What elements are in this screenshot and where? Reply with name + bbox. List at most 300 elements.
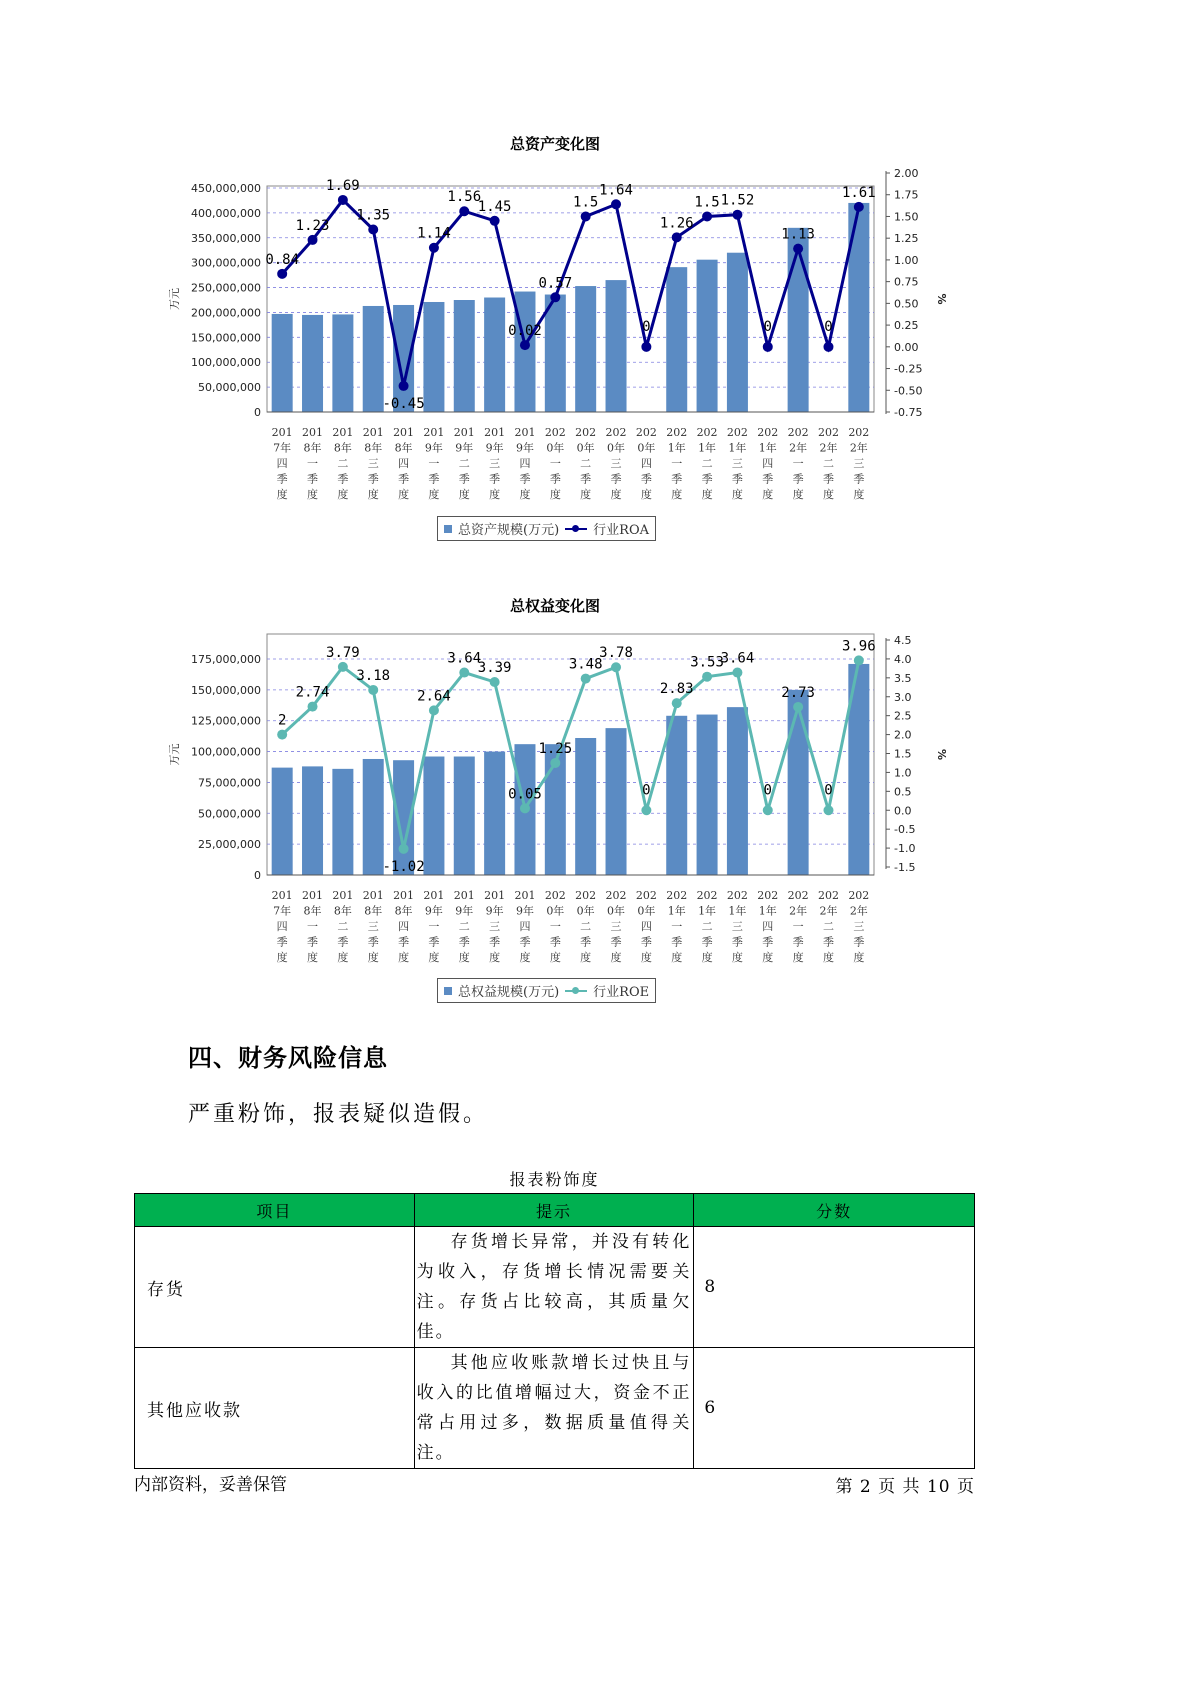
x-tick-label: 度 xyxy=(337,488,349,501)
x-tick-label: 一 xyxy=(671,920,683,933)
bar xyxy=(423,302,444,412)
bar xyxy=(575,286,596,412)
x-tick-label: 季 xyxy=(337,472,349,486)
x-tick-label: 0年 xyxy=(576,441,595,455)
x-tick-label: 三 xyxy=(731,457,743,470)
line-data-label: 1.25 xyxy=(538,740,573,757)
x-tick-label: 季 xyxy=(307,472,319,486)
y2-tick-label: 0.75 xyxy=(894,275,919,289)
x-tick-label: 8年 xyxy=(303,441,322,455)
line-data-label: 1.56 xyxy=(447,189,482,206)
line-point xyxy=(520,803,530,813)
x-tick-label: 202 xyxy=(575,889,597,902)
x-tick-label: 201 xyxy=(484,889,506,902)
x-tick-label: 8年 xyxy=(333,441,352,455)
y2-tick-label: -1.5 xyxy=(894,861,916,874)
y2-tick-label: -1.0 xyxy=(894,842,916,856)
line-point xyxy=(277,269,287,279)
line-point xyxy=(490,216,500,226)
y2-tick-label: 4.0 xyxy=(894,652,912,666)
x-tick-label: 度 xyxy=(307,951,319,964)
x-tick-label: 季 xyxy=(762,935,774,949)
x-tick-label: 季 xyxy=(519,935,531,949)
y-tick-label: 100,000,000 xyxy=(191,745,261,759)
x-tick-label: 季 xyxy=(276,472,288,486)
y-tick-label: 450,000,000 xyxy=(191,182,261,195)
x-tick-label: 四 xyxy=(762,920,774,933)
x-tick-label: 度 xyxy=(276,951,288,964)
line-point xyxy=(459,206,469,216)
bar xyxy=(697,715,718,875)
line-data-label: 0 xyxy=(642,782,651,799)
line-point xyxy=(581,674,591,684)
x-tick-label: 度 xyxy=(367,951,379,964)
line-data-label: 1.23 xyxy=(295,217,330,234)
x-tick-label: 季 xyxy=(549,935,561,949)
line-point xyxy=(641,342,651,352)
x-tick-label: 度 xyxy=(307,488,319,501)
bar-legend-swatch xyxy=(444,525,452,533)
x-tick-label: 0年 xyxy=(637,904,656,918)
x-tick-label: 季 xyxy=(610,935,622,949)
y-tick-label: 400,000,000 xyxy=(191,206,261,220)
y-tick-label: 100,000,000 xyxy=(191,356,261,370)
bar xyxy=(788,228,809,412)
y-tick-label: 150,000,000 xyxy=(191,683,261,697)
x-tick-label: 202 xyxy=(787,426,809,439)
y2-tick-label: 1.50 xyxy=(894,210,919,224)
y2-tick-label: 2.00 xyxy=(894,167,919,180)
x-tick-label: 度 xyxy=(671,951,683,964)
line-point xyxy=(854,202,864,212)
x-tick-label: 四 xyxy=(640,920,652,933)
x-tick-label: 201 xyxy=(271,889,293,902)
table-header-row xyxy=(135,1194,975,1227)
x-tick-label: 8年 xyxy=(364,441,383,455)
x-tick-label: 202 xyxy=(757,889,779,902)
x-tick-label: 一 xyxy=(307,920,319,933)
x-tick-label: 二 xyxy=(822,920,834,933)
x-tick-label: 202 xyxy=(848,426,870,439)
line-data-label: 3.64 xyxy=(720,650,755,667)
line-point xyxy=(763,805,773,815)
y2-tick-label: 1.25 xyxy=(894,232,919,246)
x-tick-label: 度 xyxy=(428,488,440,501)
y2-tick-label: 0.00 xyxy=(894,340,919,354)
x-tick-label: 0年 xyxy=(607,904,626,918)
y2-tick-label: -0.75 xyxy=(894,406,923,419)
y-tick-label: 350,000,000 xyxy=(191,231,261,245)
line-data-label: 3.18 xyxy=(356,667,391,684)
x-tick-label: 度 xyxy=(519,488,531,501)
equity-chart-legend xyxy=(437,978,656,1003)
equity-chart-plot xyxy=(160,622,950,1002)
line-point xyxy=(793,702,803,712)
x-tick-label: 9年 xyxy=(515,904,534,918)
bar xyxy=(727,253,748,412)
x-tick-label: 201 xyxy=(484,426,506,439)
x-tick-label: 季 xyxy=(822,472,834,486)
x-tick-label: 度 xyxy=(792,951,804,964)
bar xyxy=(302,766,323,875)
line-data-label: 1.14 xyxy=(417,225,451,242)
line-data-label: 1.64 xyxy=(599,182,633,199)
line-data-label: -1.02 xyxy=(382,858,425,875)
x-tick-label: 201 xyxy=(393,889,415,902)
line-point xyxy=(611,662,621,672)
bar xyxy=(666,716,687,875)
x-tick-label: 9年 xyxy=(515,441,534,455)
y2-tick-label: 2.0 xyxy=(894,728,912,742)
x-tick-label: 202 xyxy=(635,426,657,439)
x-tick-label: 2年 xyxy=(849,441,868,455)
bar-legend-swatch xyxy=(444,987,452,995)
y2-tick-label: -0.25 xyxy=(894,362,923,376)
bar xyxy=(697,260,718,412)
x-tick-label: 季 xyxy=(489,935,501,949)
x-tick-label: 四 xyxy=(398,920,410,933)
y-tick-label: 200,000,000 xyxy=(191,306,261,320)
x-tick-label: 201 xyxy=(302,889,324,902)
line-data-label: 2.74 xyxy=(295,684,330,701)
assets-legend-bar-label: 总资产规模(万元) xyxy=(458,523,560,538)
x-tick-label: 度 xyxy=(458,488,470,501)
x-tick-label: 度 xyxy=(701,951,713,964)
x-tick-label: 度 xyxy=(671,488,683,501)
x-tick-label: 201 xyxy=(302,426,324,439)
x-tick-label: 9年 xyxy=(455,904,474,918)
line-point xyxy=(399,844,409,854)
x-tick-label: 三 xyxy=(731,920,743,933)
line-point xyxy=(702,211,712,221)
x-tick-label: 四 xyxy=(762,457,774,470)
x-tick-label: 202 xyxy=(757,426,779,439)
x-tick-label: 一 xyxy=(428,920,440,933)
x-tick-label: 季 xyxy=(731,472,743,486)
x-tick-label: 201 xyxy=(453,889,475,902)
x-tick-label: 三 xyxy=(610,457,622,470)
line-point xyxy=(368,685,378,695)
x-tick-label: 季 xyxy=(792,472,804,486)
x-tick-label: 季 xyxy=(367,935,379,949)
x-tick-label: 二 xyxy=(580,920,592,933)
x-tick-label: 201 xyxy=(514,889,536,902)
x-tick-label: 度 xyxy=(580,488,592,501)
line-data-label: 1.5 xyxy=(573,194,599,211)
x-tick-label: 季 xyxy=(337,935,349,949)
x-tick-label: 季 xyxy=(610,472,622,486)
x-tick-label: 2年 xyxy=(819,441,838,455)
x-tick-label: 度 xyxy=(549,488,561,501)
x-tick-label: 四 xyxy=(519,920,531,933)
y2-tick-label: 0.50 xyxy=(894,297,919,311)
x-tick-label: 二 xyxy=(701,457,713,470)
y2-tick-label: 1.75 xyxy=(894,188,919,202)
x-tick-label: 202 xyxy=(666,426,688,439)
line-data-label: 2.73 xyxy=(781,684,815,701)
line-data-label: 0.84 xyxy=(265,251,300,268)
line-point xyxy=(793,244,803,254)
x-tick-label: 度 xyxy=(549,951,561,964)
x-tick-label: 三 xyxy=(489,920,501,933)
line-point xyxy=(581,211,591,221)
x-tick-label: 202 xyxy=(817,889,839,902)
x-tick-label: 202 xyxy=(696,889,718,902)
line-point xyxy=(672,698,682,708)
table-header-hint: 提示 xyxy=(414,1194,694,1227)
bar xyxy=(606,280,627,412)
x-tick-label: 度 xyxy=(337,951,349,964)
x-tick-label: 202 xyxy=(575,426,597,439)
x-tick-label: 1年 xyxy=(667,904,686,918)
x-tick-label: 度 xyxy=(731,951,743,964)
section-heading: 四、财务风险信息 xyxy=(188,1044,388,1072)
line-data-label: 2 xyxy=(277,712,287,729)
y2-axis-title: % xyxy=(935,748,948,761)
line-data-label: 1.26 xyxy=(659,215,694,232)
y2-tick-label: 0.0 xyxy=(894,804,912,818)
line-data-label: 3.78 xyxy=(599,645,633,662)
line-legend-swatch xyxy=(565,985,587,997)
y-axis-title: 万元 xyxy=(168,288,181,310)
x-tick-label: 度 xyxy=(701,488,713,501)
bar xyxy=(575,738,596,875)
x-tick-label: 1年 xyxy=(667,441,686,455)
x-tick-label: 季 xyxy=(853,935,865,949)
line-point xyxy=(520,340,530,350)
bar xyxy=(788,690,809,875)
x-tick-label: 季 xyxy=(398,472,410,486)
x-tick-label: 2年 xyxy=(819,904,838,918)
line-point xyxy=(338,195,348,205)
x-tick-label: 0年 xyxy=(546,441,565,455)
x-tick-label: 度 xyxy=(640,488,652,501)
row-item: 存货 xyxy=(135,1227,415,1348)
x-tick-label: 季 xyxy=(640,935,652,949)
bar xyxy=(363,759,384,875)
x-tick-label: 一 xyxy=(307,457,319,470)
line-data-label: 3.79 xyxy=(326,644,360,661)
footer-page-number: 第 2 页 共 10 页 xyxy=(835,1477,975,1497)
x-tick-label: 9年 xyxy=(424,441,443,455)
line-point xyxy=(429,243,439,253)
equity-chart-title: 总权益变化图 xyxy=(509,597,600,615)
x-tick-label: 2年 xyxy=(789,441,808,455)
bar xyxy=(332,314,353,412)
x-tick-label: 一 xyxy=(792,457,804,470)
bar xyxy=(363,306,384,412)
x-tick-label: 一 xyxy=(549,920,561,933)
x-tick-label: 一 xyxy=(671,457,683,470)
y2-tick-label: 1.00 xyxy=(894,253,919,267)
x-tick-label: 0年 xyxy=(576,904,595,918)
x-tick-label: 度 xyxy=(276,488,288,501)
x-tick-label: 季 xyxy=(731,935,743,949)
y-tick-label: 300,000,000 xyxy=(191,256,261,270)
x-tick-label: 1年 xyxy=(728,441,747,455)
x-tick-label: 202 xyxy=(544,426,566,439)
x-tick-label: 202 xyxy=(635,889,657,902)
x-tick-label: 8年 xyxy=(394,904,413,918)
assets-chart-title: 总资产变化图 xyxy=(509,135,600,153)
line-data-label: 3.39 xyxy=(477,659,512,676)
x-tick-label: 季 xyxy=(428,935,440,949)
x-tick-label: 202 xyxy=(605,889,627,902)
y2-axis-title: % xyxy=(935,293,948,305)
x-tick-label: 二 xyxy=(458,457,470,470)
x-tick-label: 季 xyxy=(549,472,561,486)
x-tick-label: 季 xyxy=(458,472,470,486)
line-data-label: 1.61 xyxy=(841,184,876,201)
y2-tick-label: 1.5 xyxy=(894,747,912,761)
row-hint: 其他应收账款增长过快且与收入的比值增幅过大，资金不正常占用过多，数据质量值得关注。 xyxy=(414,1348,694,1469)
y-tick-label: 0 xyxy=(254,406,261,419)
x-tick-label: 三 xyxy=(853,457,865,470)
y-tick-label: 25,000,000 xyxy=(198,838,261,852)
x-tick-label: 201 xyxy=(423,889,445,902)
x-tick-label: 1年 xyxy=(758,904,777,918)
y2-tick-label: 1.0 xyxy=(894,766,912,780)
x-tick-label: 7年 xyxy=(273,904,292,918)
x-tick-label: 7年 xyxy=(273,441,292,455)
x-tick-label: 1年 xyxy=(698,441,717,455)
x-tick-label: 三 xyxy=(610,920,622,933)
x-tick-label: 季 xyxy=(640,472,652,486)
assets-chart-plot xyxy=(160,160,950,540)
x-tick-label: 二 xyxy=(458,920,470,933)
table-row xyxy=(135,1348,975,1469)
x-tick-label: 度 xyxy=(489,488,501,501)
line-point xyxy=(823,805,833,815)
line-data-label: 1.13 xyxy=(781,226,815,243)
line-data-label: 1.69 xyxy=(326,177,360,194)
x-tick-label: 度 xyxy=(762,951,774,964)
bar xyxy=(454,757,475,875)
x-tick-label: 2年 xyxy=(849,904,868,918)
footer-confidential: 内部资料，妥善保管 xyxy=(134,1475,287,1495)
x-tick-label: 8年 xyxy=(303,904,322,918)
x-tick-label: 季 xyxy=(428,472,440,486)
line-data-label: 3.48 xyxy=(568,656,603,673)
line-data-label: 0.57 xyxy=(538,275,573,292)
row-item: 其他应收款 xyxy=(135,1348,415,1469)
x-tick-label: 季 xyxy=(822,935,834,949)
equity-chart xyxy=(160,592,950,1012)
bar xyxy=(606,728,627,875)
line-point xyxy=(429,705,439,715)
x-tick-label: 二 xyxy=(822,457,834,470)
line-point xyxy=(277,730,287,740)
line-point xyxy=(550,758,560,768)
bar xyxy=(332,769,353,875)
line-point xyxy=(854,655,864,665)
x-tick-label: 季 xyxy=(519,472,531,486)
bar xyxy=(484,752,505,875)
equity-legend-bar-label: 总权益规模(万元) xyxy=(458,985,560,1000)
line-point xyxy=(672,232,682,242)
x-tick-label: 0年 xyxy=(637,441,656,455)
line-point xyxy=(459,668,469,678)
line-point xyxy=(490,677,500,687)
line-data-label: 0 xyxy=(824,782,833,799)
line-data-label: 3.53 xyxy=(690,654,724,671)
x-tick-label: 0年 xyxy=(546,904,565,918)
table-row xyxy=(135,1227,975,1348)
bar xyxy=(454,300,475,412)
x-tick-label: 度 xyxy=(731,488,743,501)
equity-legend-line-label: 行业ROE xyxy=(593,985,650,1000)
y-tick-label: 0 xyxy=(254,869,261,882)
x-tick-label: 度 xyxy=(853,951,865,964)
table-header-item: 项目 xyxy=(135,1194,415,1227)
x-tick-label: 度 xyxy=(762,488,774,501)
x-tick-label: 1年 xyxy=(728,904,747,918)
line-data-label: 0 xyxy=(763,782,772,799)
x-tick-label: 季 xyxy=(276,935,288,949)
line-data-label: 0.05 xyxy=(508,786,542,803)
x-tick-label: 202 xyxy=(605,426,627,439)
x-tick-label: 9年 xyxy=(424,904,443,918)
bar xyxy=(666,267,687,412)
y2-tick-label: 3.0 xyxy=(894,690,912,704)
bar xyxy=(423,757,444,875)
x-tick-label: 度 xyxy=(822,488,834,501)
row-hint: 存货增长异常，并没有转化为收入，存货增长情况需要关注。存货占比较高，其质量欠佳。 xyxy=(414,1227,694,1348)
x-tick-label: 度 xyxy=(367,488,379,501)
line-data-label: 2.64 xyxy=(417,688,451,705)
x-tick-label: 202 xyxy=(787,889,809,902)
line-point xyxy=(399,381,409,391)
x-tick-label: 季 xyxy=(701,472,713,486)
bar xyxy=(727,707,748,875)
x-tick-label: 9年 xyxy=(485,441,504,455)
x-tick-label: 度 xyxy=(822,951,834,964)
x-tick-label: 2年 xyxy=(789,904,808,918)
x-tick-label: 202 xyxy=(544,889,566,902)
line-data-label: 1.35 xyxy=(356,207,391,224)
bar xyxy=(272,768,293,875)
x-tick-label: 度 xyxy=(519,951,531,964)
bar xyxy=(302,315,323,412)
x-tick-label: 度 xyxy=(792,488,804,501)
x-tick-label: 202 xyxy=(696,426,718,439)
y2-tick-label: 0.25 xyxy=(894,319,919,333)
x-tick-label: 一 xyxy=(428,457,440,470)
line-point xyxy=(641,805,651,815)
y-tick-label: 50,000,000 xyxy=(198,381,261,395)
line-data-label: 0 xyxy=(763,318,772,335)
y2-tick-label: -0.5 xyxy=(894,823,916,837)
line-legend-swatch xyxy=(565,523,587,535)
x-tick-label: 季 xyxy=(671,472,683,486)
line-data-label: 3.64 xyxy=(447,650,482,667)
assets-chart xyxy=(160,130,950,550)
x-tick-label: 季 xyxy=(762,472,774,486)
y2-tick-label: -0.50 xyxy=(894,384,923,398)
line-point xyxy=(823,342,833,352)
x-tick-label: 1年 xyxy=(698,904,717,918)
x-tick-label: 季 xyxy=(307,935,319,949)
y-tick-label: 125,000,000 xyxy=(191,714,261,728)
y2-tick-label: 0.5 xyxy=(894,785,912,799)
x-tick-label: 8年 xyxy=(333,904,352,918)
line-data-label: 1.5 xyxy=(694,194,720,211)
row-score: 6 xyxy=(694,1348,975,1469)
x-tick-label: 二 xyxy=(701,920,713,933)
x-tick-label: 四 xyxy=(398,457,410,470)
line-point xyxy=(550,292,560,302)
y2-tick-label: 4.5 xyxy=(894,634,912,647)
